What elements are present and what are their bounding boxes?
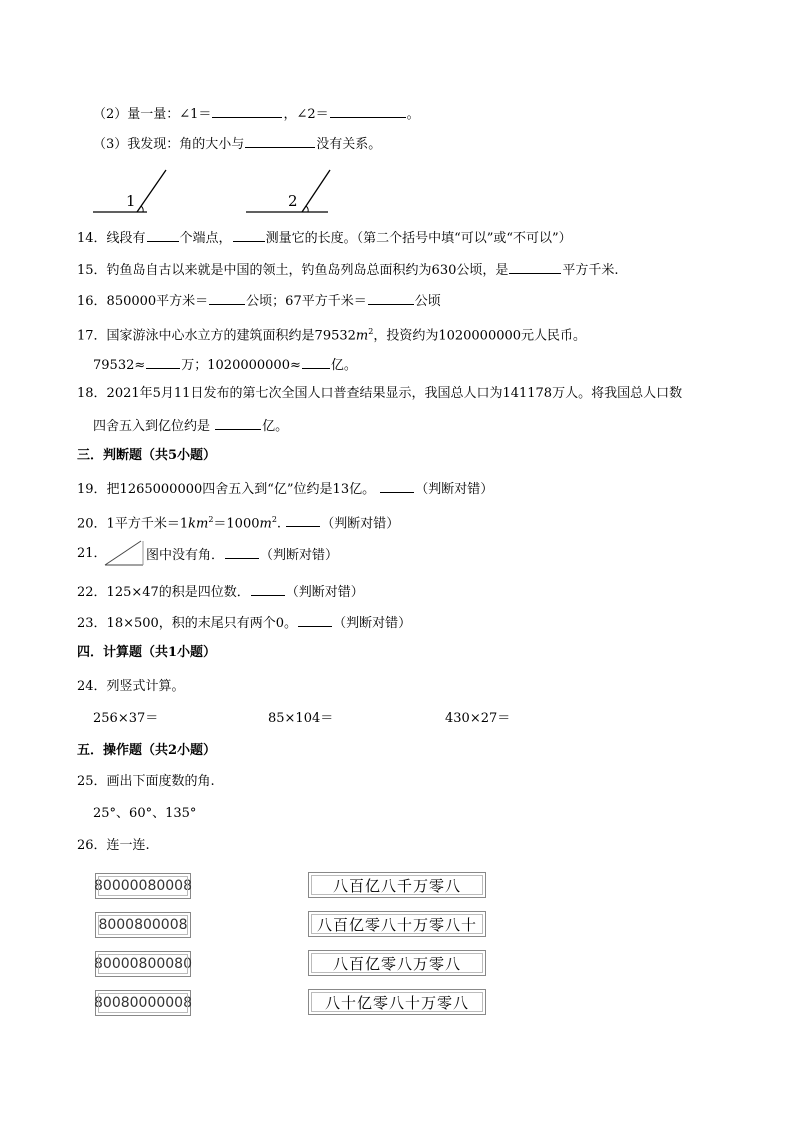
angle-figures (90, 166, 350, 218)
angle-1-label: 1 (126, 192, 136, 210)
q21-figure (103, 539, 145, 567)
word-box-2[interactable]: 八百亿零八十万零八十 (308, 911, 486, 937)
q19-blank[interactable] (380, 479, 414, 493)
q18-blank[interactable] (215, 416, 261, 430)
q17-blank-1[interactable] (146, 355, 180, 369)
number-box-2[interactable]: 8000800008 (95, 912, 191, 938)
q14-blank-1[interactable] (147, 228, 179, 242)
q23: 23．18×500，积的末尾只有两个0。 （判断对错） (77, 613, 411, 633)
q26-title: 26．连一连. (77, 838, 150, 853)
q15-blank[interactable] (509, 260, 561, 274)
q24-title: 24．列竖式计算。 (77, 679, 185, 694)
q16: 16．850000平方米＝ 公顷；67平方千米＝ 公顷 (77, 291, 441, 311)
angle-1-figure (93, 170, 166, 212)
q24-expr-3: 430×27＝ (445, 711, 511, 726)
section-5-heading: 五．操作题（共2小题） (77, 743, 217, 758)
q16-blank-2[interactable] (368, 291, 414, 305)
q24-expr-1: 256×37＝ (93, 711, 159, 726)
q16-blank-1[interactable] (209, 291, 245, 305)
section-4-heading: 四．计算题（共1小题） (77, 645, 217, 660)
number-box-1[interactable]: 80000080008 (95, 873, 191, 899)
q17-line1: 17．国家游泳中心水立方的建筑面积约是$79532m^2$，投资约为1020000000元人民币。 (77, 327, 587, 344)
q20-blank[interactable] (286, 513, 320, 527)
number-box-4[interactable]: 80080000008 (95, 990, 191, 1016)
q15: 15．钓鱼岛自古以来就是中国的领土，钓鱼岛列岛总面积约为630公顷，是 平方千米. (77, 260, 619, 280)
q25-angles: 25°、60°、135° (93, 806, 197, 821)
q18-line2: 四舍五入到亿位约是 亿。 (93, 416, 288, 436)
q13-angle2-blank[interactable] (330, 104, 406, 118)
word-box-1[interactable]: 八百亿八千万零八 (308, 872, 486, 898)
q24-expr-2: 85×104＝ (268, 711, 334, 726)
q21-blank[interactable] (225, 545, 259, 559)
angle-2-label: 2 (288, 192, 298, 210)
q17-blank-2[interactable] (302, 355, 330, 369)
q13-discover-blank[interactable] (245, 134, 315, 148)
q21-text: 图中没有角． （判断对错） (146, 545, 338, 565)
q14: 14．线段有 个端点， 测量它的长度。（第二个括号中填“可以”或“不可以”） (77, 228, 572, 248)
q13-part3: （3）我发现：角的大小与 没有关系。 (93, 134, 381, 154)
q22: 22．125×47的积是四位数． （判断对错） (77, 582, 364, 602)
q20: 20．1平方千米$=1km^2=1000m^2$. （判断对错） (77, 515, 400, 532)
number-box-3[interactable]: 80000800080 (95, 951, 191, 977)
q18-line1: 18．2021年5月11日发布的第七次全国人口普查结果显示，我国总人口为141178万人。将我国总人口数 (77, 386, 683, 401)
q21: 21． (77, 546, 107, 561)
q13-part2: （2）量一量：∠1＝ ，∠2＝ 。 (93, 104, 420, 124)
word-box-4[interactable]: 八十亿零八十万零八 (308, 989, 486, 1015)
q19: 19．把1265000000四舍五入到“亿”位约是13亿。 （判断对错） (77, 479, 493, 499)
q14-blank-2[interactable] (233, 228, 265, 242)
q23-blank[interactable] (298, 613, 332, 627)
word-box-3[interactable]: 八百亿零八万零八 (308, 950, 486, 976)
q22-blank[interactable] (251, 582, 285, 596)
section-3-heading: 三．判断题（共5小题） (77, 448, 217, 463)
q13-angle1-blank[interactable] (212, 104, 282, 118)
q25-title: 25．画出下面度数的角. (77, 774, 215, 789)
q17-line2: 79532≈ 万；1020000000≈ 亿。 (93, 355, 357, 375)
angle-2-figure (246, 170, 330, 212)
